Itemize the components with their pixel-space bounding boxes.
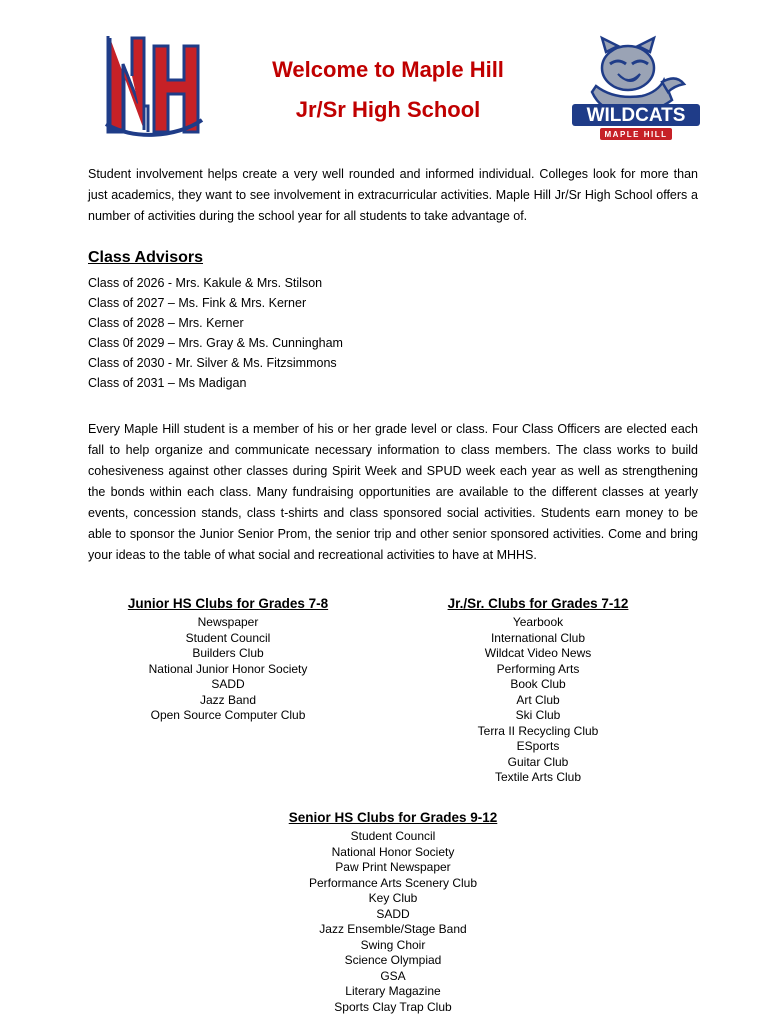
maple-hill-wordmark: MAPLE HILL [604, 130, 668, 139]
list-item: SADD [376, 906, 410, 921]
list-item: Class 0f 2029 – Mrs. Gray & Ms. Cunningham [88, 336, 343, 350]
list-item: SADD [211, 677, 245, 691]
intro-paragraph: Student involvement helps create a very well rounded and informed individual. Colleges look for more than just academics, they want to see involvement in extracurricular activities. Maple Hill Jr/Sr High School offers a number of activities during the school year for all students to take advantage of. [88, 167, 698, 223]
list-item: Jazz Ensemble/Stage Band [319, 922, 467, 936]
list-item: Class of 2028 – Mrs. Kerner [88, 316, 244, 330]
list-item: National Junior Honor Society [148, 661, 308, 676]
list-item: Class of 2027 – Ms. Fink & Mrs. Kerner [88, 296, 307, 310]
list-item: Student Council [350, 829, 436, 843]
senior-hs-clubs-wrapper [88, 810, 698, 1015]
clubs-section [88, 596, 698, 806]
list-item: Performance Arts Scenery Club [308, 875, 478, 890]
list-item: Student Council [185, 630, 271, 645]
list-item: Open Source Computer Club [150, 708, 306, 722]
maple-hill-mh-logo [98, 28, 210, 140]
list-item: Terra II Recycling Club [477, 723, 599, 738]
class-advisors-heading: Class Advisors [88, 249, 204, 266]
list-item: Performing Arts [496, 661, 580, 676]
list-item: Class of 2026 - Mrs. Kakule & Mrs. Stilson [88, 276, 323, 290]
list-item: Wildcat Video News [484, 646, 592, 660]
junior-hs-clubs-column [88, 596, 368, 724]
wildcats-wordmark: WILDCATS [586, 105, 686, 126]
page-title [218, 50, 558, 130]
list-item: Art Club [516, 692, 560, 707]
document-header [88, 20, 698, 150]
list-item: Literary Magazine [345, 984, 441, 998]
list-item: Ski Club [515, 708, 561, 722]
list-item: Class of 2030 - Mr. Silver & Ms. Fitzsimmons [88, 356, 337, 370]
page-title-line-2: Jr/Sr High School [295, 97, 481, 122]
list-item: Textile Arts Club [494, 770, 582, 784]
senior-hs-clubs-heading: Senior HS Clubs for Grades 9-12 [288, 810, 498, 825]
list-item: Yearbook [512, 615, 564, 629]
list-item: GSA [380, 968, 406, 983]
list-item: Jazz Band [199, 692, 257, 707]
list-item: National Honor Society [331, 844, 455, 859]
jr-sr-clubs-heading: Jr./Sr. Clubs for Grades 7-12 [447, 596, 629, 611]
wildcats-mascot-logo [566, 34, 706, 144]
list-item: Science Olympiad [344, 953, 442, 967]
list-item: Sports Clay Trap Club [334, 999, 452, 1014]
list-item: International Club [490, 630, 586, 645]
jr-sr-clubs-column [398, 596, 678, 786]
list-item: Book Club [510, 677, 566, 691]
list-item: Class of 2031 – Ms Madigan [88, 376, 247, 390]
class-advisors-list [88, 273, 698, 393]
list-item: Paw Print Newspaper [335, 860, 451, 874]
junior-hs-clubs-heading: Junior HS Clubs for Grades 7-8 [127, 596, 329, 611]
list-item: Key Club [368, 891, 418, 905]
list-item: ESports [516, 739, 560, 753]
page-title-line-1: Welcome to Maple Hill [272, 57, 504, 82]
list-item: Swing Choir [360, 937, 426, 952]
list-item: Builders Club [192, 646, 264, 660]
list-item: Newspaper [197, 615, 259, 629]
body-paragraph: Every Maple Hill student is a member of his or her grade level or class. Four Class Officers are elected each fall to help organize and communicate necessary information to class members. The class works to build cohesiveness against other classes during Spirit Week and SPUD week each year as well as strengthening the bonds within each class. Many fundraising opportunities are available to the different classes at yearly events, concession stands, class t-shirts and class sponsored social activities. Students earn money to be able to sponsor the Junior Senior Prom, the senior trip and other senior sponsored activities. Come and bring your ideas to the table of what social and recreational activities to have at MHHS. [88, 422, 698, 562]
list-item: Guitar Club [507, 754, 569, 769]
senior-hs-clubs-column [223, 810, 563, 1015]
